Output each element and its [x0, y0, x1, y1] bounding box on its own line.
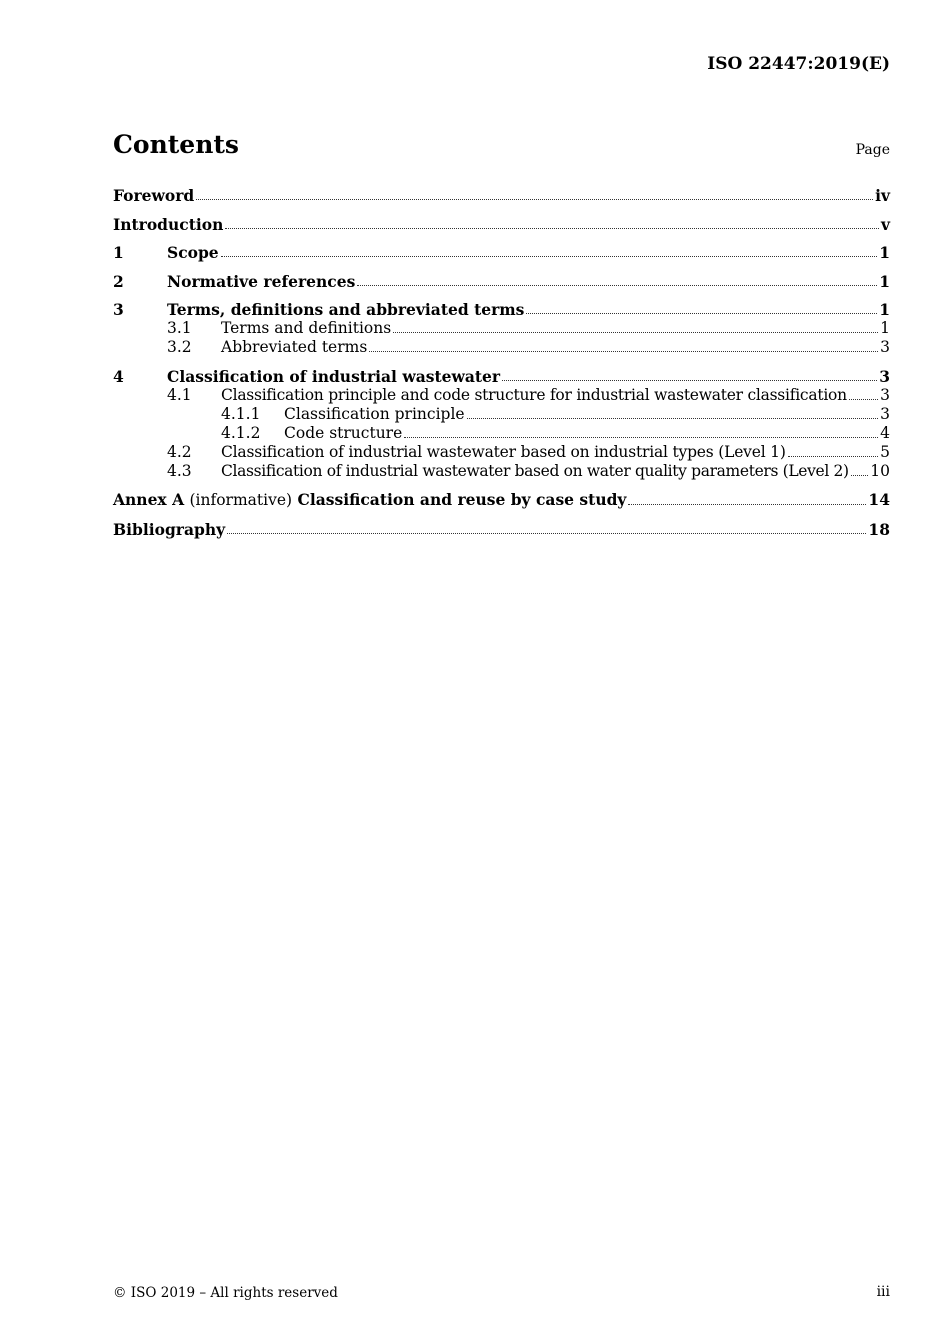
toc-entry-normative-references[interactable] — [113, 272, 890, 291]
toc-entry-page: iv — [875, 186, 890, 205]
annex-note: (informative) — [189, 491, 293, 509]
copyright-notice: © ISO 2019 – All rights reserved — [113, 1285, 338, 1301]
dot-leader — [221, 255, 878, 257]
toc-entry-title: Normative references — [167, 271, 356, 291]
toc-entry-number: 4.3 — [167, 461, 192, 480]
dot-leader — [404, 436, 878, 438]
annex-label: Annex A — [113, 490, 185, 509]
dot-leader — [849, 398, 878, 400]
toc-entry-title: Terms and definitions — [221, 319, 392, 337]
toc-entry-number: 4.1.1 — [221, 404, 261, 423]
toc-entry-number: 4.2 — [167, 442, 192, 461]
toc-entry-terms[interactable] — [113, 300, 890, 319]
toc-entry-number: 1 — [113, 243, 124, 262]
toc-entry-introduction[interactable] — [113, 215, 890, 234]
toc-entry-number: 3 — [113, 300, 124, 319]
toc-entry-page: 1 — [879, 271, 890, 291]
page-column-label: Page — [855, 142, 890, 158]
toc-entry-number: 4.1.2 — [221, 423, 261, 442]
toc-entry-title: Introduction — [113, 214, 224, 234]
dot-leader — [357, 284, 877, 286]
toc-entry-page: 1 — [879, 243, 890, 262]
dot-leader — [467, 417, 879, 419]
toc-entry-annex-a[interactable] — [113, 490, 890, 510]
dot-leader — [526, 312, 877, 314]
toc-entry-page: 3 — [880, 404, 890, 423]
table-of-contents — [113, 186, 890, 539]
toc-entry-page: 14 — [868, 490, 890, 509]
toc-entry-page: v — [880, 214, 890, 234]
toc-entry-classification-principle-code-structure[interactable] — [113, 386, 890, 405]
toc-entry-page: 1 — [880, 319, 890, 337]
document-id: ISO 22447:2019(E) — [707, 54, 890, 74]
toc-entry-page: 1 — [879, 300, 890, 319]
toc-entry-number: 2 — [113, 271, 124, 291]
contents-title: Contents — [113, 130, 240, 159]
toc-entry-title: Classification of industrial wastewater based on industrial types (Level 1) — [221, 442, 786, 461]
toc-entry-title: Classification of industrial wastewater based on water quality parameters (Level 2) — [221, 461, 849, 480]
toc-entry-title: Code structure — [284, 423, 403, 442]
toc-entry-bibliography[interactable] — [113, 520, 890, 539]
toc-entry-page: 3 — [879, 366, 890, 386]
dot-leader — [502, 379, 877, 381]
toc-entry-title: Classification principle and code structure for industrial wastewater classification — [221, 385, 847, 404]
toc-entry-level-2[interactable] — [113, 462, 890, 481]
dot-leader — [196, 198, 873, 200]
toc-entry-page: 10 — [870, 461, 890, 480]
page-number: iii — [876, 1284, 890, 1300]
toc-entry-number: 4 — [113, 366, 124, 386]
toc-entry-classification-principle[interactable] — [113, 405, 890, 424]
dot-leader — [851, 474, 869, 476]
dot-leader — [788, 455, 878, 457]
toc-entry-title: Foreword — [113, 186, 195, 205]
toc-entry-page: 5 — [880, 442, 890, 461]
toc-entry-title: Terms, definitions and abbreviated terms — [167, 300, 525, 319]
dot-leader — [628, 503, 866, 505]
toc-entry-number: 3.1 — [167, 319, 192, 337]
toc-entry-code-structure[interactable] — [113, 424, 890, 443]
dot-leader — [225, 227, 879, 229]
toc-entry-title: Classification principle — [284, 404, 465, 423]
toc-entry-foreword[interactable] — [113, 186, 890, 205]
dot-leader — [227, 532, 866, 534]
toc-entry-page: 3 — [880, 338, 890, 356]
dot-leader — [393, 331, 878, 333]
toc-entry-page: 18 — [868, 519, 890, 539]
toc-entry-number: 4.1 — [167, 385, 192, 404]
toc-entry-scope[interactable] — [113, 243, 890, 262]
toc-entry-abbreviated-terms[interactable] — [113, 338, 890, 357]
toc-entry-title: Abbreviated terms — [221, 338, 368, 356]
dot-leader — [369, 350, 878, 352]
toc-entry-number: 3.2 — [167, 338, 192, 356]
toc-entry-title: Classification and reuse by case study — [297, 490, 627, 509]
toc-entry-title: Scope — [167, 243, 219, 262]
toc-entry-page: 3 — [880, 385, 890, 404]
toc-entry-classification[interactable] — [113, 367, 890, 386]
toc-entry-terms-and-definitions[interactable] — [113, 319, 890, 338]
toc-entry-level-1[interactable] — [113, 443, 890, 462]
toc-entry-title: Bibliography — [113, 519, 226, 539]
toc-entry-title: Classification of industrial wastewater — [167, 366, 501, 386]
toc-entry-page: 4 — [880, 423, 890, 442]
